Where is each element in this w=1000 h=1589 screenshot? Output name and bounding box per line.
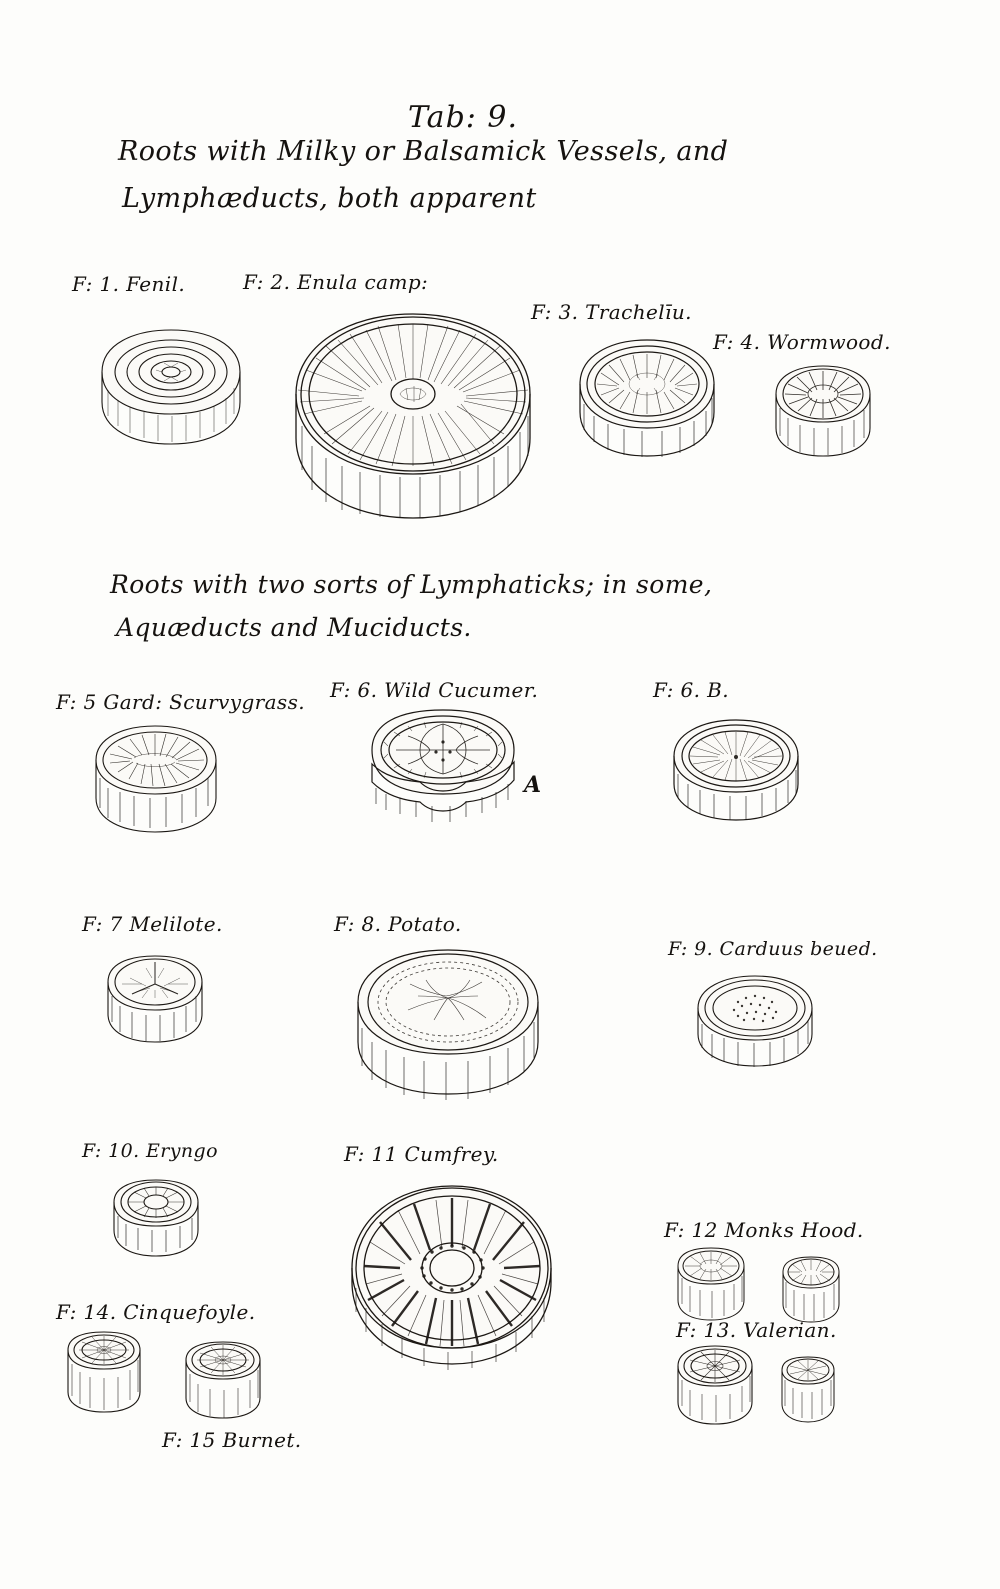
specimen-fig-14 xyxy=(62,1326,146,1426)
figure-label-fig-9: F: 9. Carduus beued. xyxy=(668,938,878,960)
specimen-fig-6b xyxy=(666,712,806,842)
specimen-fig-9 xyxy=(690,968,820,1088)
figure-label-fig-11: F: 11 Cumfrey. xyxy=(344,1142,499,1166)
plate-subheading-line-1: Roots with two sorts of Lymphaticks; in some, xyxy=(110,570,713,599)
figure-label-fig-1: F: 1. Fenil. xyxy=(72,272,186,296)
figure-label-fig-6: F: 6. Wild Cucumer. xyxy=(330,678,539,702)
specimen-fig-8 xyxy=(348,940,548,1120)
specimen-fig-15 xyxy=(180,1334,266,1434)
specimen-fig-5 xyxy=(88,718,223,848)
specimen-fig-12-left xyxy=(672,1242,750,1332)
specimen-fig-10 xyxy=(106,1172,206,1272)
plate-subheading-line-2: Aquæducts and Muciducts. xyxy=(116,613,472,642)
figure-label-fig-3: F: 3. Trachelīu. xyxy=(531,300,692,324)
figure-label-fig-10: F: 10. Eryngo xyxy=(82,1140,218,1162)
annotation-a: A xyxy=(524,772,542,798)
figure-label-fig-5: F: 5 Gard: Scurvygrass. xyxy=(56,690,306,714)
figure-label-fig-7: F: 7 Melilote. xyxy=(82,912,223,936)
specimen-fig-13-left xyxy=(672,1340,758,1436)
figure-label-fig-6b: F: 6. B. xyxy=(653,678,729,702)
figure-label-fig-15: F: 15 Burnet. xyxy=(162,1428,302,1452)
figure-label-fig-12: F: 12 Monks Hood. xyxy=(664,1218,864,1242)
specimen-fig-13-right xyxy=(776,1352,840,1434)
specimen-fig-6 xyxy=(358,702,528,852)
plate-heading-line-1: Roots with Milky or Balsamick Vessels, and xyxy=(118,136,729,167)
plate-heading-line-2: Lymphæducts, both apparent xyxy=(122,183,537,214)
figure-label-fig-4: F: 4. Wormwood. xyxy=(713,330,891,354)
plate-title: Tab: 9. xyxy=(408,100,519,135)
specimen-fig-3 xyxy=(572,330,722,470)
specimen-fig-1 xyxy=(86,320,256,470)
specimen-fig-2 xyxy=(288,306,538,541)
figure-label-fig-14: F: 14. Cinquefoyle. xyxy=(56,1300,256,1324)
specimen-fig-12-right xyxy=(778,1252,844,1334)
specimen-fig-7 xyxy=(100,948,210,1058)
specimen-fig-11 xyxy=(344,1176,559,1381)
figure-label-fig-2: F: 2. Enula camp: xyxy=(243,270,429,294)
specimen-fig-4 xyxy=(768,358,878,470)
figure-label-fig-13: F: 13. Valerian. xyxy=(676,1318,837,1342)
figure-label-fig-8: F: 8. Potato. xyxy=(334,912,462,936)
